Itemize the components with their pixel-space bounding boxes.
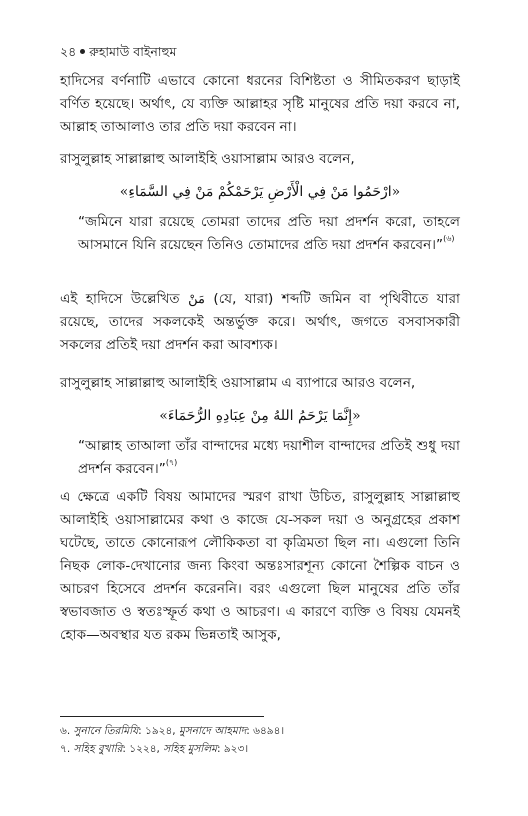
footnote-ref-number: : ১৯২৪, [138, 725, 176, 737]
paragraph-text: এ ক্ষেত্রে একটি বিষয় আমাদের স্মরণ রাখা উচিত, রাসুলুল্লাহ সাল্লাল্লাহু আলাইহি ওয়াসাল্লামের কথা ও কাজে যে-সকল দয়া ও অনুগ্রহের প্রকাশ ঘটেছে, তাতে কোনোরূপ লৌকিকতা বা কৃত্রিমতা ছিল না। এগুলো তিনি নিছক লোক-দেখানোর জন্য কিংবা অন্তঃসারশূন্য কোনো শৈল্পিক বাচন ও আচরণ হিসেবে প্রদর্শন করেননি। বরং এগুলো ছিল মানুষের প্রতি তাঁর স্বভাবজাত ও স্বতঃস্ফূর্ত কথা ও আচরণ। এ কারণে ব্যক্তি ও বিষয় যেমনই হোক—অবস্থার যত রকম ভিন্নতাই আসুক, [60, 489, 461, 643]
arabic-text: «ارْحَمُوا مَنْ فِي الْأَرْضِ يَرْحَمْكُمْ مَنْ فِي السَّمَاءِ» [119, 184, 401, 200]
footnote-divider [60, 716, 264, 717]
footnote-ref-number: : ৯২৩। [216, 743, 249, 755]
footnote-ref: (৬) [443, 234, 455, 243]
quote-text: “আল্লাহ তাআলা তাঁর বান্দাদের মধ্যে দয়াশীল বান্দাদের প্রতিই শুধু দয়া প্রদর্শন করবেন।” [78, 438, 460, 477]
page-number: ২৪ [60, 44, 77, 59]
paragraph-text: (যে, যারা) শব্দটি জমিন বা পৃথিবীতে যারা রয়েছে, তাদের সকলকেই অন্তর্ভুক্ত করে। অর্থাৎ, জগতে বসবাসকারী সকলের প্রতিই দয়া প্রদর্শন করা আবশ্যক। [60, 291, 460, 353]
arabic-hadith-2 [60, 405, 460, 428]
translation-quote-1 [60, 211, 460, 257]
footnote-6 [60, 724, 284, 741]
paragraph-text: রাসুলুল্লাহ সাল্লাল্লাহু আলাইহি ওয়াসাল্লাম এ ব্যাপারে আরও বলেন, [60, 375, 416, 391]
footnote-source: মুসনাদে আহমাদ [178, 725, 247, 737]
paragraph-3 [60, 288, 460, 357]
paragraph-text: এই হাদিসে উল্লেখিত [60, 291, 180, 307]
paragraph-1 [60, 70, 460, 139]
arabic-hadith-1 [60, 181, 460, 204]
paragraph-4 [60, 372, 460, 395]
paragraph-2 [60, 148, 460, 171]
footnote-source: সহিহ বুখারি [73, 743, 123, 755]
translation-quote-2 [60, 435, 460, 481]
footnote-7 [60, 742, 248, 759]
quote-text: “জমিনে যারা রয়েছে তোমরা তাদের প্রতি দয়া প্রদর্শন করো, তাহলে আসমানে যিনি রয়েছেন তিনিও তোমাদের প্রতি দয়া প্রদর্শন করবেন।” [78, 214, 460, 253]
footnote-source: সুনানে তিরমিযি [73, 725, 139, 737]
running-header [60, 44, 176, 64]
arabic-text: «إِنَّمَا يَرْحَمُ اللهُ مِنْ عِبَادِهِ الرُّحَمَاءَ» [159, 408, 361, 424]
footnote-ref-number: : ৬৪৯৪। [246, 725, 285, 737]
paragraph-5 [60, 486, 460, 647]
footnote-marker: ৬. [60, 725, 71, 737]
book-title: রুহামাউ বাইনাহুম [89, 44, 177, 59]
arabic-word: مَنْ [188, 292, 205, 307]
bullet-dot-icon [80, 49, 85, 54]
footnote-source: সহিহ মুসলিম [163, 743, 217, 755]
paragraph-text: হাদিসের বর্ণনাটি এভাবে কোনো ধরনের বিশিষ্টতা ও সীমিতকরণ ছাড়াই বর্ণিত হয়েছে। অর্থাৎ, যে ব্যক্তি আল্লাহর সৃষ্টি মানুষের প্রতি দয়া করবে না, আল্লাহ তাআলাও তার প্রতি দয়া করবেন না। [60, 73, 460, 135]
footnote-marker: ৭. [60, 743, 71, 755]
footnote-ref: (৭) [165, 458, 178, 467]
footnote-ref-number: : ১২২৪, [122, 743, 160, 755]
paragraph-text: রাসুলুল্লাহ সাল্লাল্লাহু আলাইহি ওয়াসাল্লাম আরও বলেন, [60, 151, 355, 167]
